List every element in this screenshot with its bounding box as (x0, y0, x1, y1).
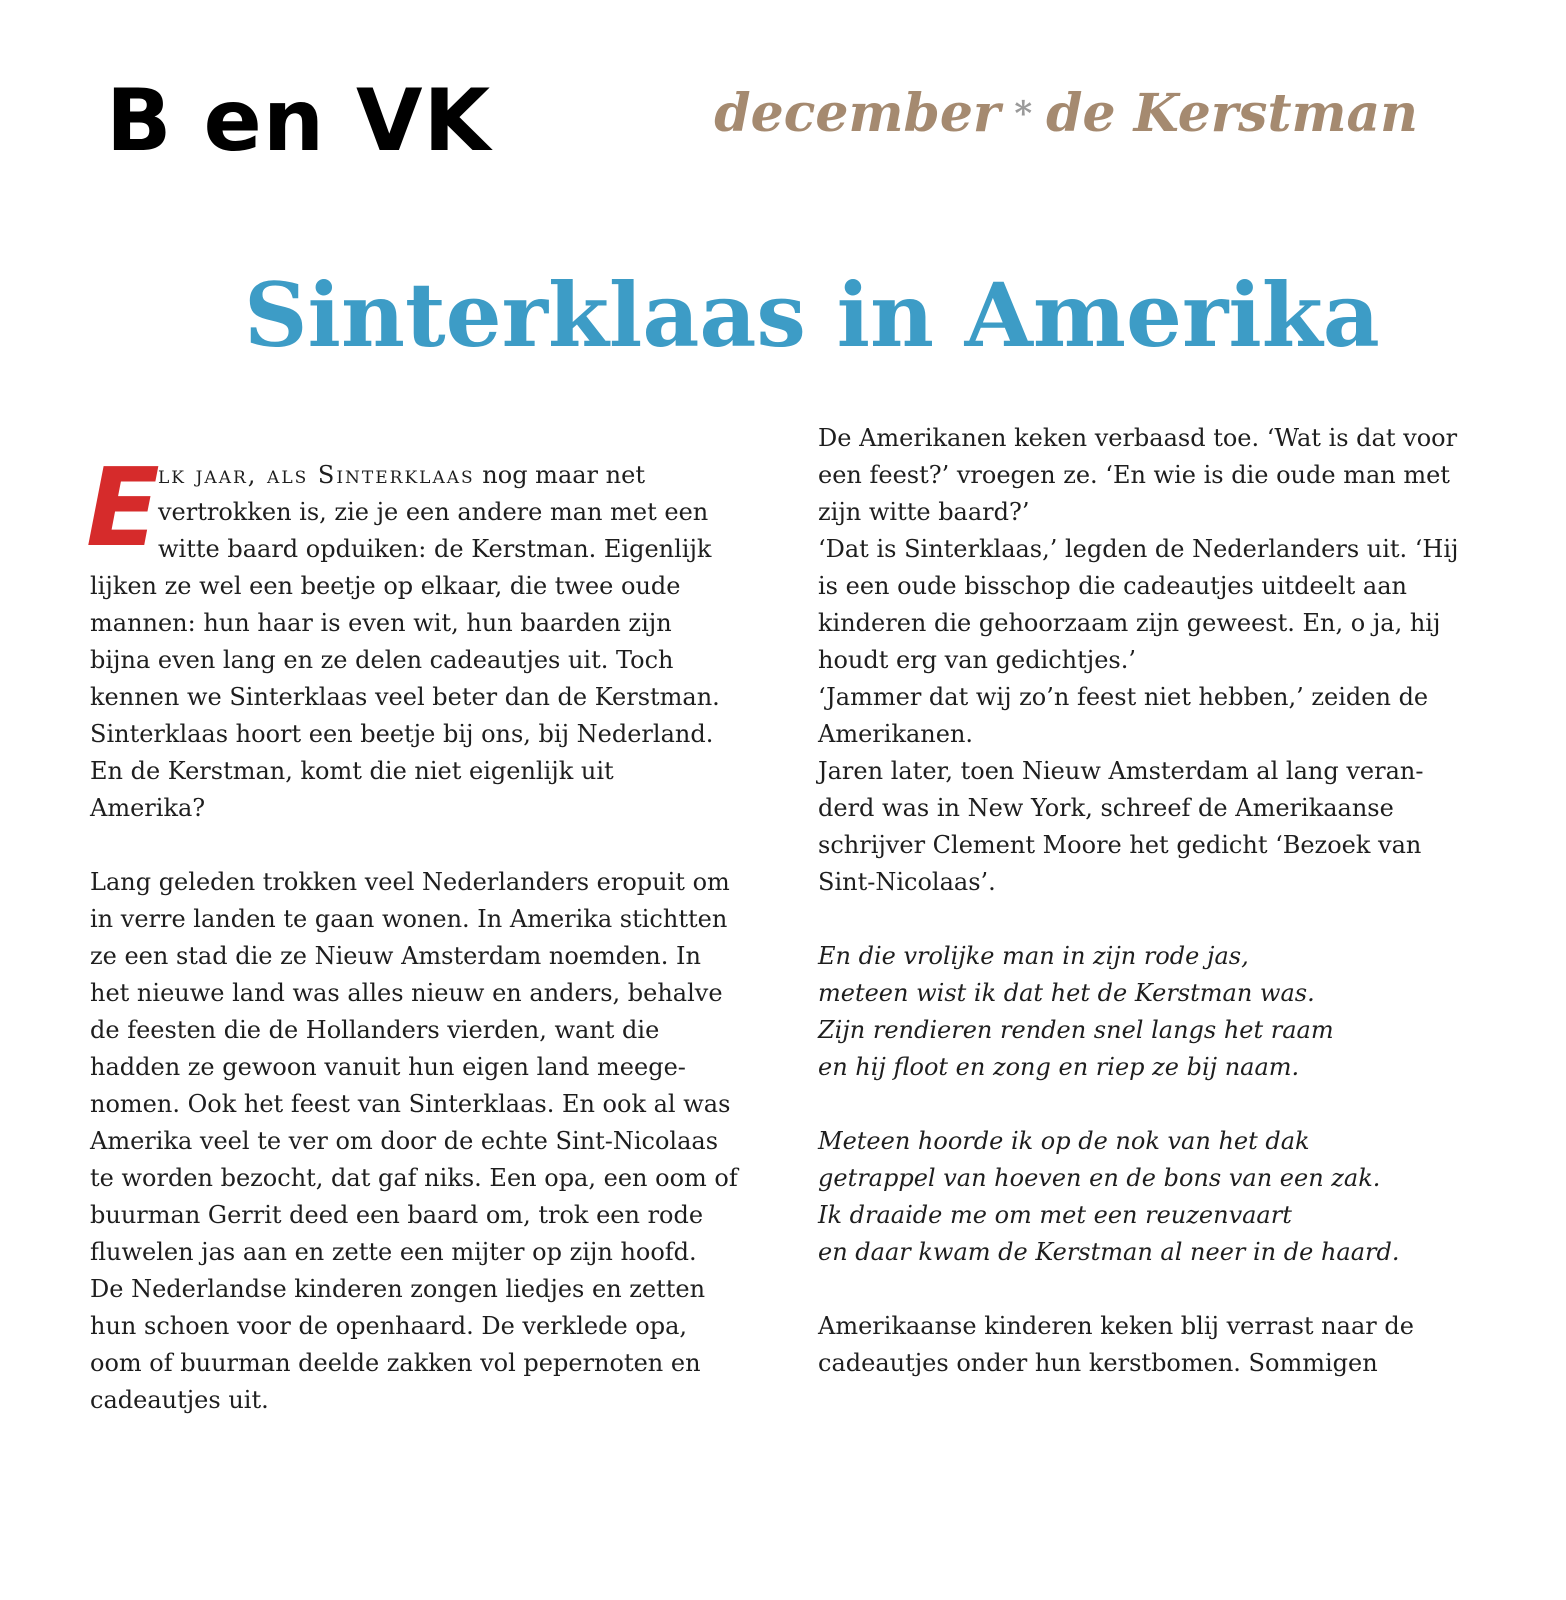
history-paragraph: Lang geleden trokken veel Nederlanders eropuit om in verre landen te gaan wonen. In Amerika stichtten ze een stad die ze Nieuw Amsterdam noemden. In het nieuwe land was alles nieuw en anders, behalve de feesten die de Hollanders vierden, want die hadden ze gewoon vanuit hun eigen land meege- nomen. Ook het feest van Sinterklaas. En ook al was Amerika veel te ver om door de echte Sint-Nicolaas te worden bezocht, dat gaf niks. Een opa, een oom of buurman Gerrit deed een baard om, trok een rode fluwelen jas aan en zette een mijter op zijn hoofd. De Nederlandse kinderen zongen liedjes en zetten hun schoen voor de openhaard. De verklede opa, oom of buurman deelde zakken vol pepernoten en cadeautjes uit. (90, 868, 738, 1414)
right-column (818, 420, 1498, 1382)
kicker (714, 83, 1418, 144)
poem-stanza-2: Meteen hoorde ik op de nok van het dak getrappel van hoeven en de bons van een zak. Ik draaide me om met een reuzenvaart en daar kwam de Kerstman al neer in de haard. (818, 1127, 1400, 1266)
poem-stanza-1: En die vrolijke man in zijn rode jas, meteen wist ik dat het de Kerstman was. Zijn rendieren renden snel langs het raam en hij floot en zong en riep ze bij naam. (818, 942, 1334, 1081)
section-label: B en VK (106, 71, 492, 171)
star-icon: * (1014, 94, 1033, 134)
dialogue-paragraph: De Amerikanen keken verbaasd toe. ‘Wat is dat voor een feest?’ vroegen ze. ‘En wie is die oude man met zijn witte baard?’ ‘Dat is Sinterklaas,’ legden de Nederlanders uit. ‘Hij is een oude bisschop die cadeautjes uitdeelt aan kinderen die gehoorzaam zijn geweest. En, o ja, hij houdt erg van gedichtjes.’ ‘Jammer dat wij zo’n feest niet hebben,’ zeiden de Amerikanen. Jaren later, toen Nieuw Amsterdam al lang veran- derd was in New York, schreef de Amerikaanse schrijver Clement Moore het gedicht ‘Bezoek van Sint-Nicolaas’. (818, 424, 1459, 896)
page-title: Sinterklaas in Amerika (244, 262, 1380, 367)
lead-in: lk jaar, als Sinterklaas (158, 461, 475, 489)
intro-text: nog maar net vertrokken is, zie je een andere man met een witte baard opduiken: de Kerstman. Eigenlijk lijken ze wel een beetje op elkaar, die twee oude mannen: hun haar is even wit, hun baarden zijn bijna even lang en ze delen cadeautjes uit. Toch kennen we Sinterklaas veel beter dan de Kerstman. Sinterklaas hoort een beetje bij ons, bij Nederland. En de Kerstman, komt die niet eigenlijk uit Amerika? (90, 461, 720, 822)
kicker-month: december (714, 83, 1001, 144)
kicker-topic: de Kerstman (1046, 83, 1418, 144)
left-column (86, 420, 760, 1419)
closing-paragraph: Amerikaanse kinderen keken blij verrast naar de cadeautjes onder hun kerstbomen. Sommigen (818, 1312, 1414, 1377)
intro-paragraph (86, 420, 760, 827)
drop-cap: E (86, 446, 160, 571)
